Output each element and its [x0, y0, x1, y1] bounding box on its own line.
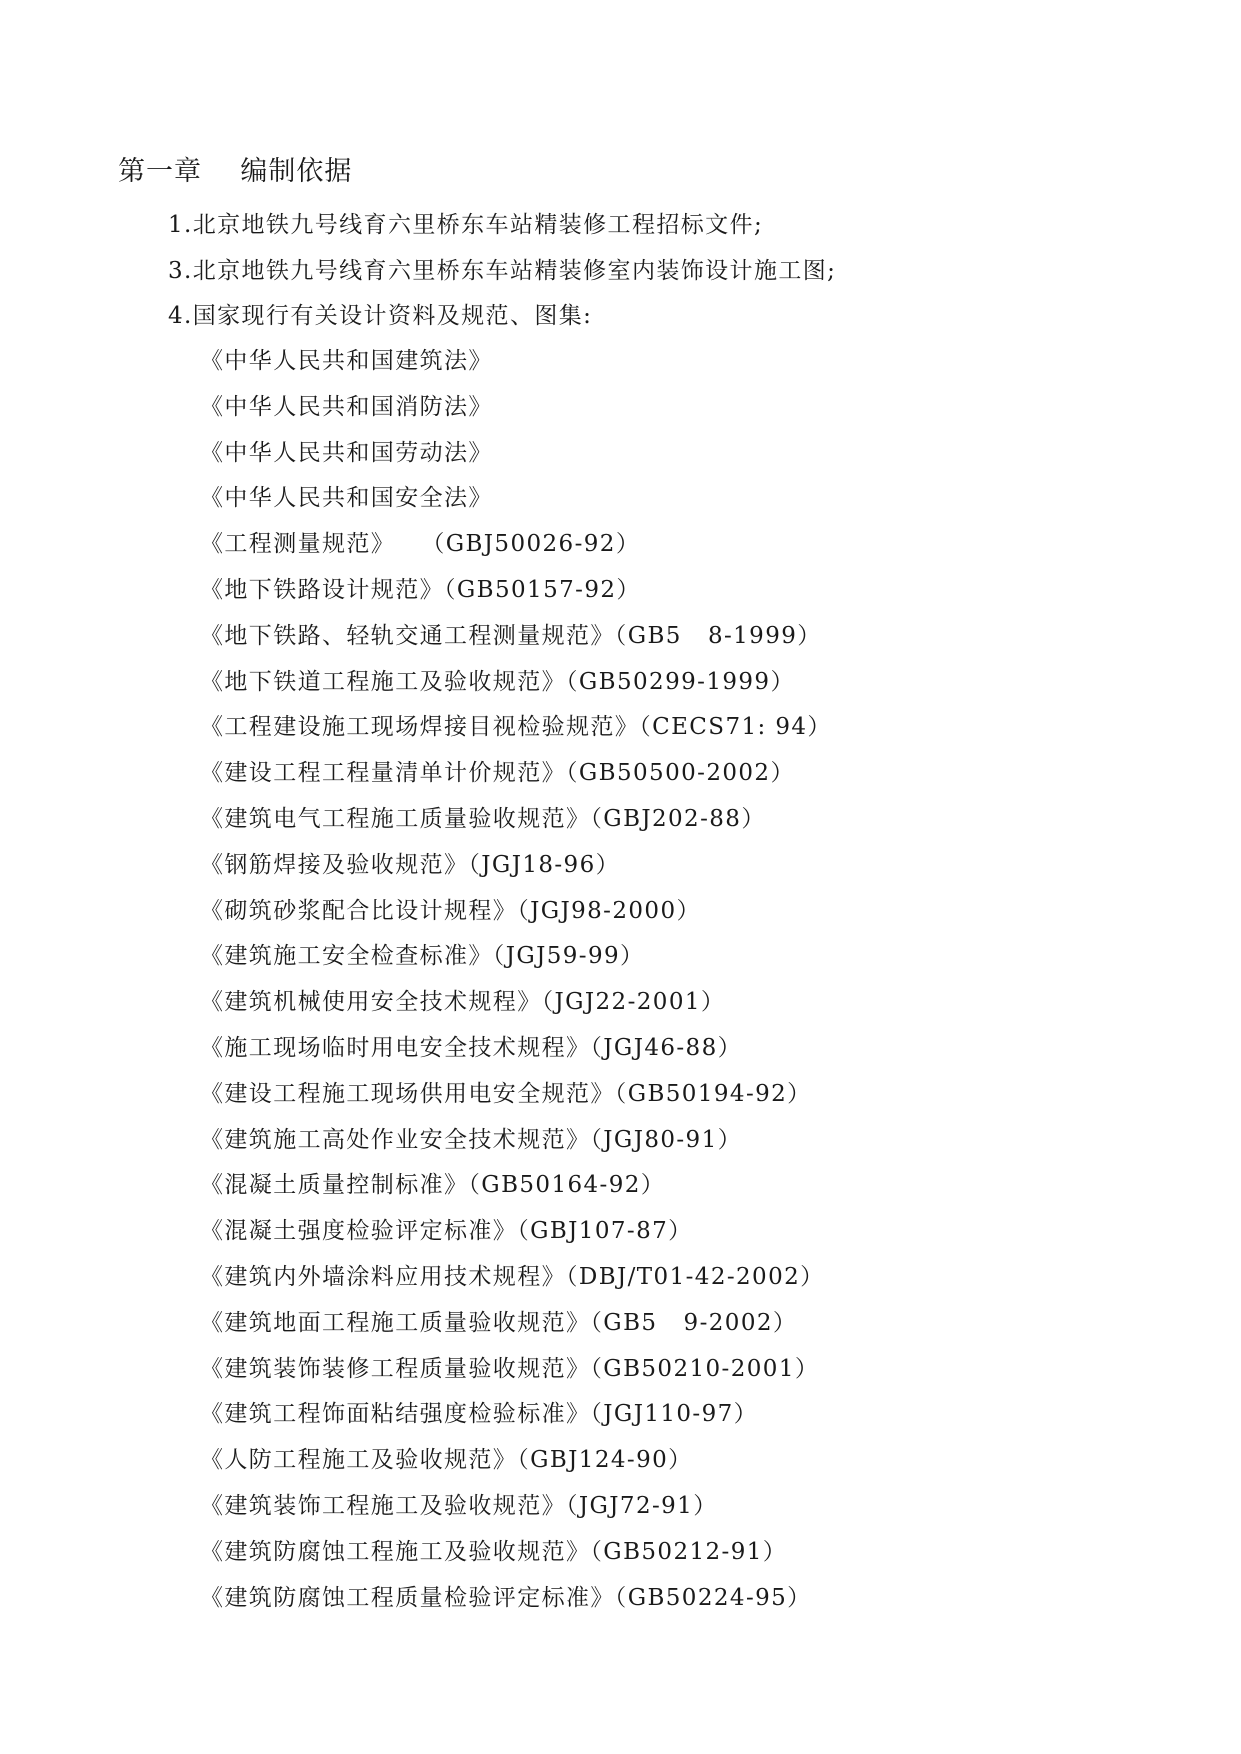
basis-item: 4.国家现行有关设计资料及规范、图集: [168, 303, 593, 329]
reference-item: 《中华人民共和国消防法》 [200, 393, 493, 420]
reference-item: 《砌筑砂浆配合比设计规程》（JGJ98-2000） [200, 897, 701, 924]
reference-item: 《中华人民共和国劳动法》 [200, 439, 493, 466]
basis-item: 3.北京地铁九号线育六里桥东车站精装修室内装饰设计施工图; [168, 257, 837, 284]
reference-item: 《中华人民共和国建筑法》 [200, 348, 493, 374]
reference-list [200, 339, 832, 1621]
reference-item: 《建筑装饰装修工程质量验收规范》（GB50210-2001） [200, 1355, 820, 1382]
reference-item: 《建筑电气工程施工质量验收规范》（GBJ202-88） [200, 805, 766, 832]
reference-item: 《工程测量规范》 （GBJ50026-92） [200, 531, 641, 558]
reference-item: 《建筑装饰工程施工及验收规范》（JGJ72-91） [200, 1492, 718, 1519]
reference-item: 《建筑施工高处作业安全技术规范》（JGJ80-91） [200, 1126, 743, 1153]
reference-item: 《施工现场临时用电安全技术规程》（JGJ46-88） [200, 1034, 743, 1061]
reference-item: 《建筑施工安全检查标准》（JGJ59-99） [200, 943, 645, 970]
reference-item: 《建筑内外墙涂料应用技术规程》（DBJ/T01-42-2002） [200, 1263, 825, 1290]
reference-item: 《钢筋焊接及验收规范》（JGJ18-96） [200, 851, 621, 878]
reference-item: 《地下铁路、轻轨交通工程测量规范》（GB5 8-1999） [200, 622, 822, 649]
reference-item: 《建筑地面工程施工质量验收规范》（GB5 9-2002） [200, 1309, 798, 1336]
chapter-title: 第一章 编制依据 [118, 156, 353, 187]
basis-list [168, 203, 836, 340]
reference-item: 《建筑防腐蚀工程质量检验评定标准》（GB50224-95） [200, 1584, 812, 1611]
reference-item: 《地下铁道工程施工及验收规范》（GB50299-1999） [200, 668, 795, 695]
reference-item: 《建筑工程饰面粘结强度检验标准》（JGJ110-97） [200, 1401, 759, 1428]
reference-item: 《工程建设施工现场焊接目视检验规范》（CECS71: 94） [200, 714, 832, 741]
reference-item: 《混凝土强度检验评定标准》（GBJ107-87） [200, 1218, 693, 1245]
reference-item: 《建筑防腐蚀工程施工及验收规范》（GB50212-91） [200, 1538, 788, 1565]
reference-item: 《建设工程工程量清单计价规范》（GB50500-2002） [200, 760, 795, 787]
reference-item: 《混凝土质量控制标准》（GB50164-92） [200, 1172, 666, 1199]
reference-item: 《建筑机械使用安全技术规程》（JGJ22-2001） [200, 989, 726, 1016]
reference-item: 《地下铁路设计规范》（GB50157-92） [200, 576, 641, 603]
reference-item: 《建设工程施工现场供用电安全规范》（GB50194-92） [200, 1080, 812, 1107]
basis-item: 1.北京地铁九号线育六里桥东车站精装修工程招标文件; [168, 212, 764, 238]
reference-item: 《人防工程施工及验收规范》（GBJ124-90） [200, 1447, 693, 1474]
reference-item: 《中华人民共和国安全法》 [200, 485, 493, 512]
